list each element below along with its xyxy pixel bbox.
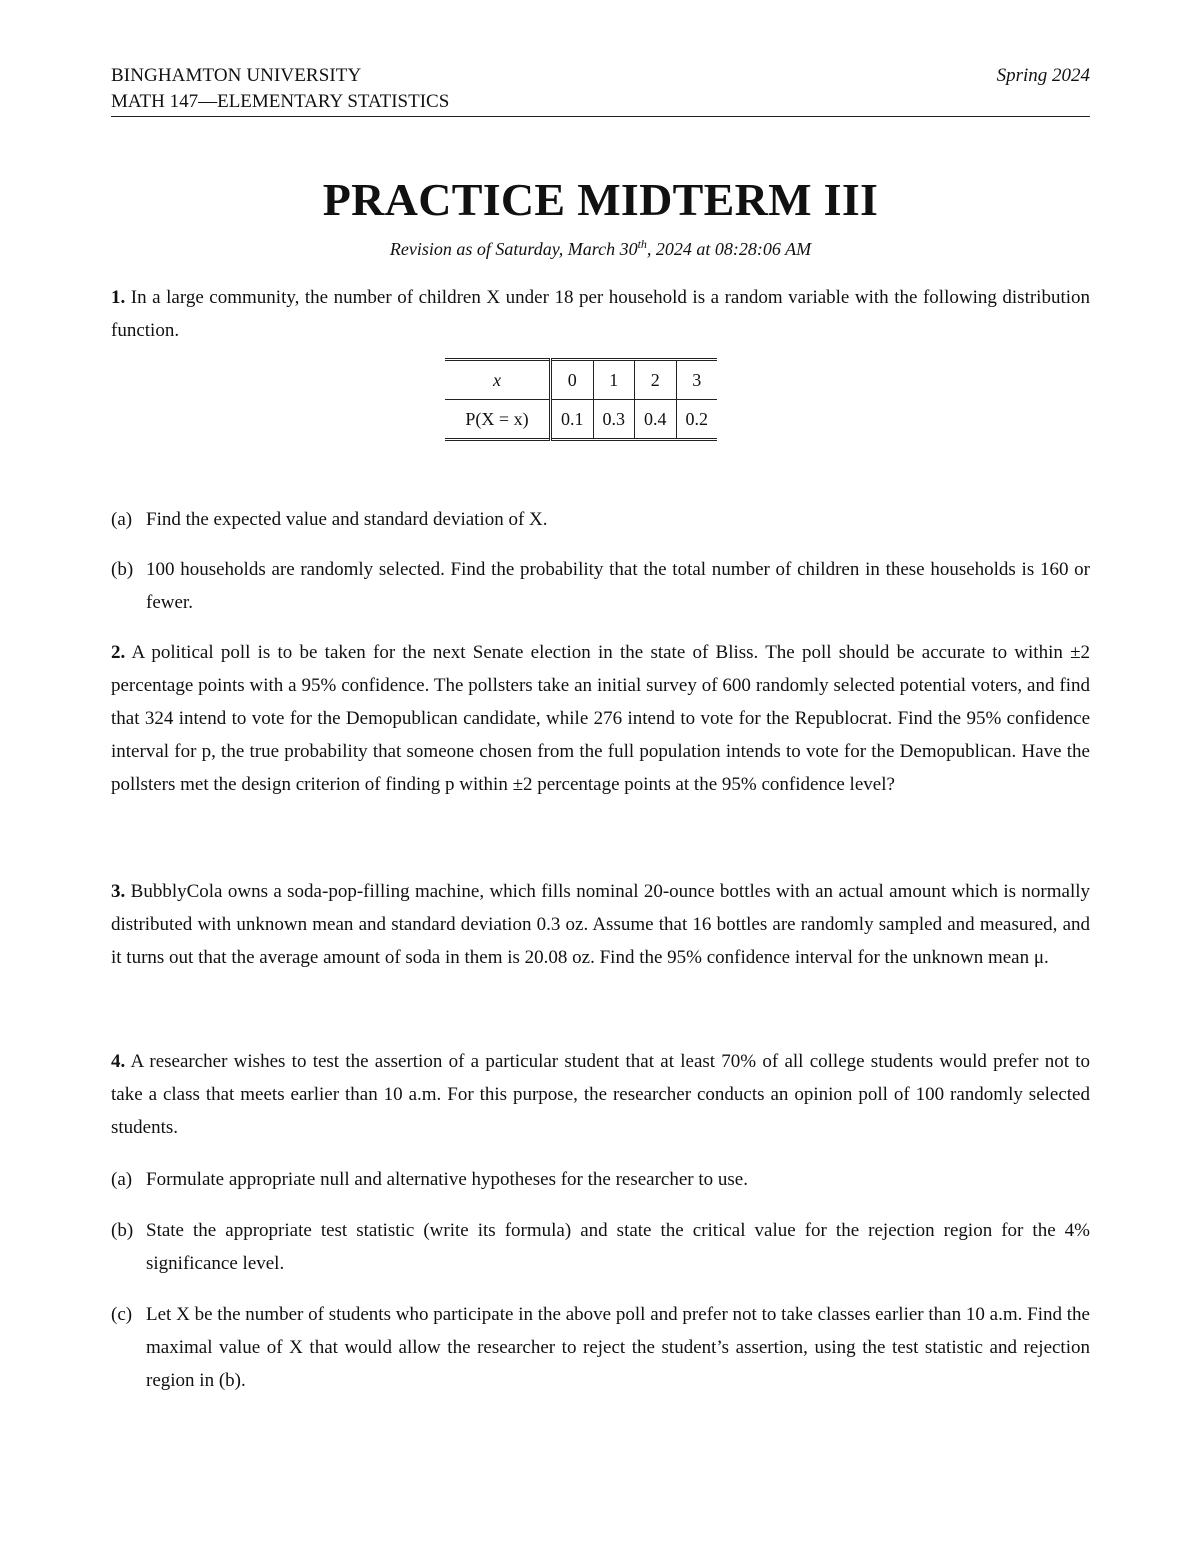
table-cell-p-3: 0.2 bbox=[676, 400, 717, 440]
table-row-x bbox=[445, 360, 717, 400]
revision-line bbox=[111, 233, 1090, 260]
table-header-x: x bbox=[445, 360, 551, 400]
table-cell-p-0: 0.1 bbox=[551, 400, 594, 440]
question-1-text bbox=[111, 281, 1090, 347]
part-text: Let X be the number of students who participate in the above poll and prefer not to take classes earlier than 10 a.m. Find the maximal value of X that would allow the researcher to reject the student’s assertion, using the test statistic and rejection region in (b). bbox=[146, 1304, 1090, 1391]
question-2 bbox=[111, 636, 1090, 801]
table-cell-x-1: 1 bbox=[593, 360, 635, 400]
revision-sup: th bbox=[637, 237, 647, 251]
term-label: Spring 2024 bbox=[996, 65, 1090, 86]
table-row-p bbox=[445, 400, 717, 440]
page-title: PRACTICE MIDTERM III bbox=[322, 174, 879, 225]
question-1 bbox=[111, 281, 1090, 347]
part-label: (c) bbox=[111, 1304, 133, 1325]
table-header-p: P(X = x) bbox=[445, 400, 551, 440]
part-text: Find the expected value and standard deviation of X. bbox=[146, 509, 548, 530]
part-text: Formulate appropriate null and alternative hypotheses for the researcher to use. bbox=[146, 1169, 748, 1190]
question-4 bbox=[111, 1045, 1090, 1144]
question-1-part-b bbox=[111, 553, 1090, 619]
table-cell-x-0: 0 bbox=[551, 360, 594, 400]
table-cell-x-2: 2 bbox=[635, 360, 677, 400]
revision-suffix: , 2024 at 08:28:06 AM bbox=[646, 239, 812, 259]
part-label: (b) bbox=[111, 1220, 134, 1241]
question-3-text bbox=[111, 875, 1090, 974]
table-cell-p-2: 0.4 bbox=[635, 400, 677, 440]
question-3-number: 3. bbox=[111, 881, 126, 902]
question-4-text bbox=[111, 1045, 1090, 1144]
distribution-table bbox=[445, 358, 717, 441]
university-name: BINGHAMTON UNIVERSITY bbox=[111, 65, 362, 86]
question-2-number: 2. bbox=[111, 642, 126, 663]
question-1-body: In a large community, the number of children X under 18 per household is a random variable with the following distribution function. bbox=[111, 287, 1091, 341]
part-label: (a) bbox=[111, 509, 133, 530]
question-1-part-a bbox=[111, 503, 1090, 536]
question-3-body: BubblyCola owns a soda-pop-filling machine, which fills nominal 20-ounce bottles with an actual amount which is normally distributed with unknown mean and standard deviation 0.3 oz. Assume that 16 bottles are randomly sampled and measured, and it turns out that the average amount of soda in them is 20.08 oz. Find the 95% confidence interval for the unknown mean μ. bbox=[111, 881, 1091, 968]
table-cell-p-1: 0.3 bbox=[593, 400, 635, 440]
page-header bbox=[111, 64, 1090, 117]
question-4-part-c bbox=[111, 1298, 1090, 1397]
question-3 bbox=[111, 875, 1090, 974]
question-4-body: A researcher wishes to test the assertion of a particular student that at least 70% of all college students would prefer not to take a class that meets earlier than 10 a.m. For this purpose, the researcher conducts an opinion poll of 100 randomly selected students. bbox=[111, 1051, 1091, 1138]
question-2-body: A political poll is to be taken for the next Senate election in the state of Bliss. The poll should be accurate to within ±2 percentage points with a 95% confidence. The pollsters take an initial survey of 600 randomly selected potential voters, and find that 324 intend to vote for the Demopublican candidate, while 276 intend to vote for the Republocrat. Find the 95% confidence interval for p, the true probability that someone chosen from the full population intends to vote for the Demopublican. Have the pollsters met the design criterion of finding p within ±2 percentage points at the 95% confidence level? bbox=[111, 642, 1091, 795]
revision-prefix: Revision as of Saturday, March 30 bbox=[389, 239, 638, 259]
part-label: (b) bbox=[111, 559, 134, 580]
question-4-part-b bbox=[111, 1214, 1090, 1280]
question-4-part-a bbox=[111, 1163, 1090, 1196]
question-1-number: 1. bbox=[111, 287, 126, 308]
question-2-text bbox=[111, 636, 1090, 801]
question-4-number: 4. bbox=[111, 1051, 126, 1072]
course-name: MATH 147—ELEMENTARY STATISTICS bbox=[111, 91, 450, 112]
part-label: (a) bbox=[111, 1169, 133, 1190]
table-cell-x-3: 3 bbox=[676, 360, 717, 400]
part-text: State the appropriate test statistic (write its formula) and state the critical value for the rejection region for the 4% significance level. bbox=[146, 1220, 1090, 1274]
exam-page bbox=[111, 0, 1091, 1391]
part-text: 100 households are randomly selected. Find the probability that the total number of children in these households is 160 or fewer. bbox=[146, 559, 1090, 613]
